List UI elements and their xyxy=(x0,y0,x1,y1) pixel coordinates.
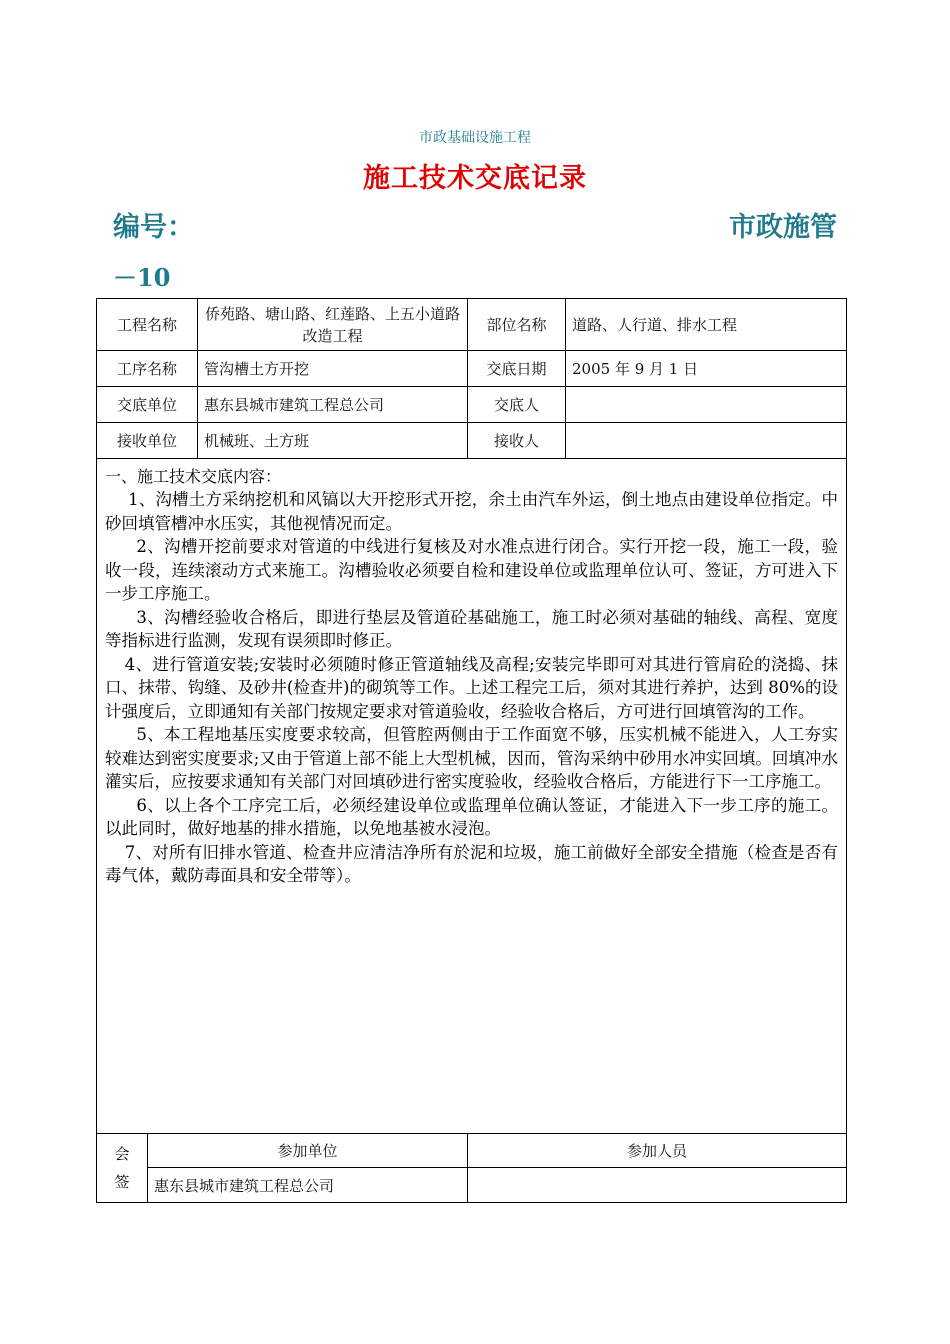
row-receiving xyxy=(97,423,847,459)
date-value: 2005 年 9 月 1 日 xyxy=(566,351,847,387)
receiving-unit-value: 机械班、土方班 xyxy=(198,423,468,459)
row-content xyxy=(97,459,847,1134)
receiver-value xyxy=(566,423,847,459)
row-signoff-header xyxy=(97,1134,847,1168)
issuing-unit-value: 惠东县城市建筑工程总公司 xyxy=(198,387,468,423)
row-project xyxy=(97,299,847,351)
part-name-label: 部位名称 xyxy=(468,299,566,351)
part-name-value: 道路、人行道、排水工程 xyxy=(566,299,847,351)
content-paragraph-7: 7、对所有旧排水管道、检查井应清洁净所有於泥和垃圾，施工前做好全部安全措施（检查是否有毒气体，戴防毒面具和安全带等）。 xyxy=(105,842,839,885)
code-label: 编号： xyxy=(113,212,194,243)
document-title: 施工技术交底记录 xyxy=(363,163,587,194)
content-cell xyxy=(97,459,847,1134)
row-signoff-entry xyxy=(97,1168,847,1203)
receiving-unit-label: 接收单位 xyxy=(97,423,198,459)
code-suffix: －10 xyxy=(113,263,171,292)
project-name-label: 工程名称 xyxy=(97,299,198,351)
row-issuing xyxy=(97,387,847,423)
signoff-people xyxy=(468,1168,847,1203)
receiver-label: 接收人 xyxy=(468,423,566,459)
col-units-header: 参加单位 xyxy=(148,1134,468,1168)
process-name-value: 管沟槽土方开挖 xyxy=(198,351,468,387)
signoff-unit: 惠东县城市建筑工程总公司 xyxy=(148,1168,468,1203)
content-paragraph-1: 1、沟槽土方采纳挖机和风镐以大开挖形式开挖，余土由汽车外运，倒土地点由建设单位指定。中砂回填管槽冲水压实，其他视情况而定。 xyxy=(105,490,839,533)
content-paragraph-5: 5、本工程地基压实度要求较高，但管腔两侧由于工作面宽不够，压实机械不能进入，人工夯实较难达到密实度要求;又由于管道上部不能上大型机械，因而，管沟采纳中砂用水冲实回填。回填冲水灌实后，应按要求通知有关部门对回填砂进行密实度验收，经验收合格后，方能进行下一工序施工。 xyxy=(105,725,839,791)
col-people-header: 参加人员 xyxy=(468,1134,847,1168)
code-value: 市政施管 xyxy=(729,212,837,243)
signoff-label-bottom: 签 xyxy=(114,1173,130,1191)
content-paragraph-2: 2、沟槽开挖前要求对管道的中线进行复核及对水准点进行闭合。实行开挖一段，施工一段，验收一段，连续滚动方式来施工。沟槽验收必须要自检和建设单位或监理单位认可、签证，方可进入下一步工序施工。 xyxy=(105,537,839,603)
issuing-unit-label: 交底单位 xyxy=(97,387,198,423)
process-name-label: 工序名称 xyxy=(97,351,198,387)
row-process xyxy=(97,351,847,387)
record-table xyxy=(96,298,847,1203)
content-paragraph-6: 6、以上各个工序完工后，必须经建设单位或监理单位确认签证，才能进入下一步工序的施工。以此同时，做好地基的排水措施，以免地基被水浸泡。 xyxy=(105,795,839,838)
signoff-label-top: 会 xyxy=(114,1145,130,1163)
project-name-value: 侨苑路、塘山路、红莲路、上五小道路改造工程 xyxy=(198,299,468,351)
content-paragraph-3: 3、沟槽经验收合格后，即进行垫层及管道砼基础施工，施工时必须对基础的轴线、高程、宽度等指标进行监测，发现有误须即时修正。 xyxy=(105,607,839,650)
issuer-value xyxy=(566,387,847,423)
issuer-label: 交底人 xyxy=(468,387,566,423)
document-subtitle: 市政基础设施工程 xyxy=(419,130,531,146)
content-heading: 一、施工技术交底内容： xyxy=(105,467,282,486)
date-label: 交底日期 xyxy=(468,351,566,387)
signoff-label xyxy=(97,1134,148,1203)
content-paragraph-4: 4、进行管道安装;安装时必须随时修正管道轴线及高程;安装完毕即可对其进行管肩砼的浇捣、抹口、抹带、钩缝、及砂井(检查井)的砌筑等工作。上述工程完工后，须对其进行养护，达到 80%的设计强度后，立即通知有关部门按规定要求对管道验收，经验收合格后，方可进行回填管沟的工作。 xyxy=(105,654,839,721)
